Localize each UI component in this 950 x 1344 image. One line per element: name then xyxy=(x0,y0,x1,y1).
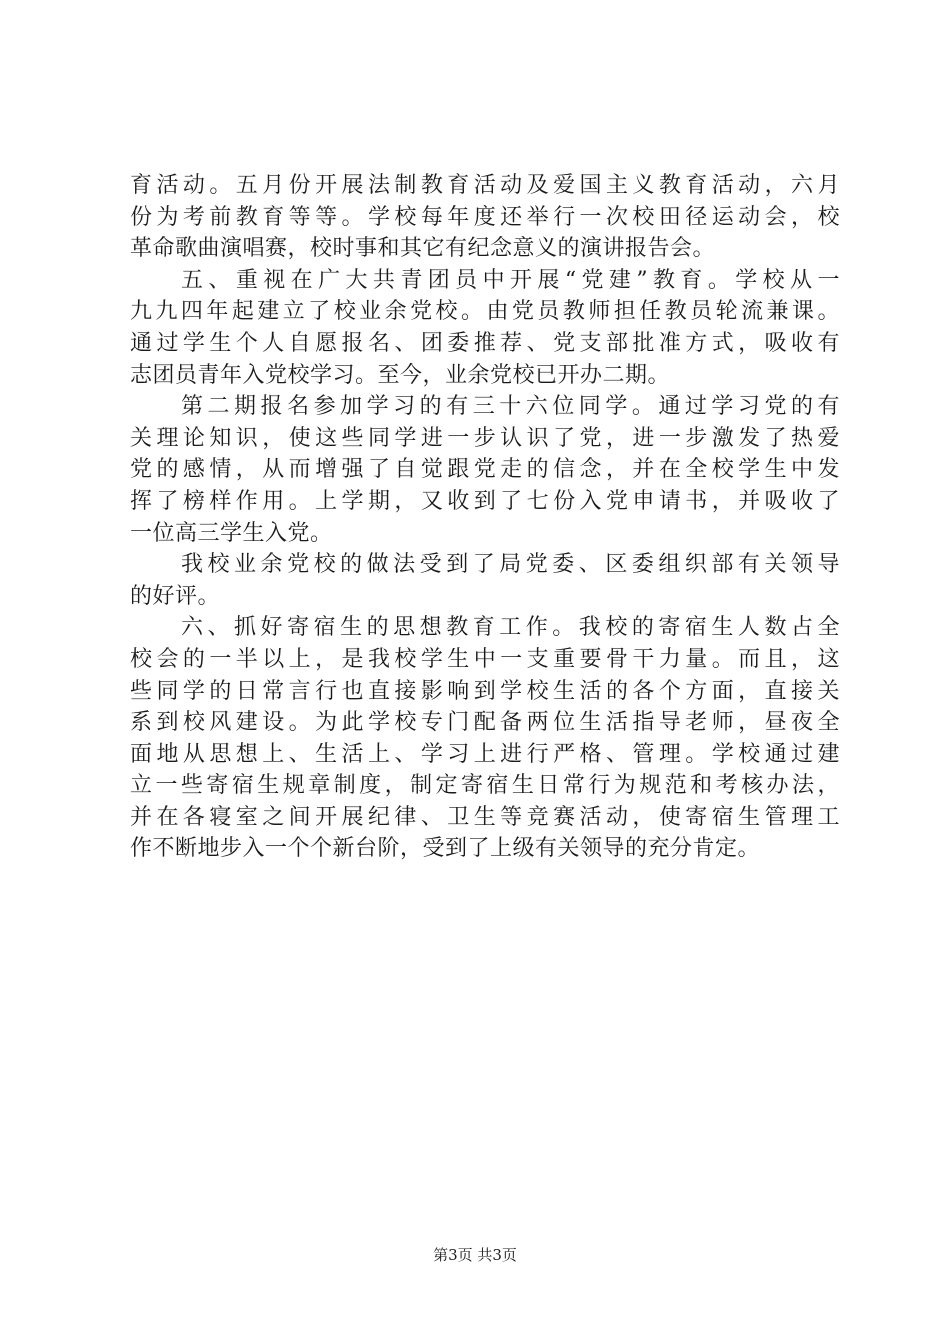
text-line: 革命歌曲演唱赛，校时事和其它有纪念意义的演讲报告会。 xyxy=(130,236,716,262)
document-body xyxy=(130,170,840,865)
text-line: 关理论知识，使这些同学进一步认识了党，进一步激发了热爱 xyxy=(130,425,840,451)
text-line: 一位高三学生入党。 xyxy=(130,520,333,546)
text-line: 面地从思想上、生活上、学习上进行严格、管理。学校通过建 xyxy=(130,741,840,767)
text-line: 立一些寄宿生规章制度，制定寄宿生日常行为规范和考核办法， xyxy=(130,773,840,799)
text-line: 校会的一半以上，是我校学生中一支重要骨干力量。而且，这 xyxy=(130,646,840,672)
text-line: 并在各寝室之间开展纪律、卫生等竞赛活动，使寄宿生管理工 xyxy=(130,804,840,830)
text-line: 党的感情，从而增强了自觉跟党走的信念，并在全校学生中发 xyxy=(130,457,840,483)
text-line: 志团员青年入党校学习。至今，业余党校已开办二期。 xyxy=(130,362,671,388)
text-line: 通过学生个人自愿报名、团委推荐、党支部批准方式，吸收有 xyxy=(130,330,840,356)
text-line: 作不断地步入一个个新台阶，受到了上级有关领导的充分肯定。 xyxy=(130,836,761,862)
text-line: 些同学的日常言行也直接影响到学校生活的各个方面，直接关 xyxy=(130,678,840,704)
text-line: 份为考前教育等等。学校每年度还举行一次校田径运动会，校 xyxy=(130,204,840,230)
text-line: 的好评。 xyxy=(130,583,221,609)
text-line: 第二期报名参加学习的有三十六位同学。通过学习党的有 xyxy=(181,394,840,420)
text-line: 系到校风建设。为此学校专门配备两位生活指导老师，昼夜全 xyxy=(130,710,840,736)
text-line: 六、抓好寄宿生的思想教育工作。我校的寄宿生人数占全 xyxy=(181,615,840,641)
text-line: 育活动。五月份开展法制教育活动及爱国主义教育活动，六月 xyxy=(130,173,840,198)
text-line: 五、重视在广大共青团员中开展“党建”教育。学校从一 xyxy=(181,267,840,293)
text-line: 挥了榜样作用。上学期，又收到了七份入党申请书，并吸收了 xyxy=(130,488,840,514)
page-footer: 第3页 共3页 xyxy=(433,1246,517,1264)
text-line: 我校业余党校的做法受到了局党委、区委组织部有关领导 xyxy=(181,552,840,578)
text-line: 九九四年起建立了校业余党校。由党员教师担任教员轮流兼课。 xyxy=(130,299,840,325)
